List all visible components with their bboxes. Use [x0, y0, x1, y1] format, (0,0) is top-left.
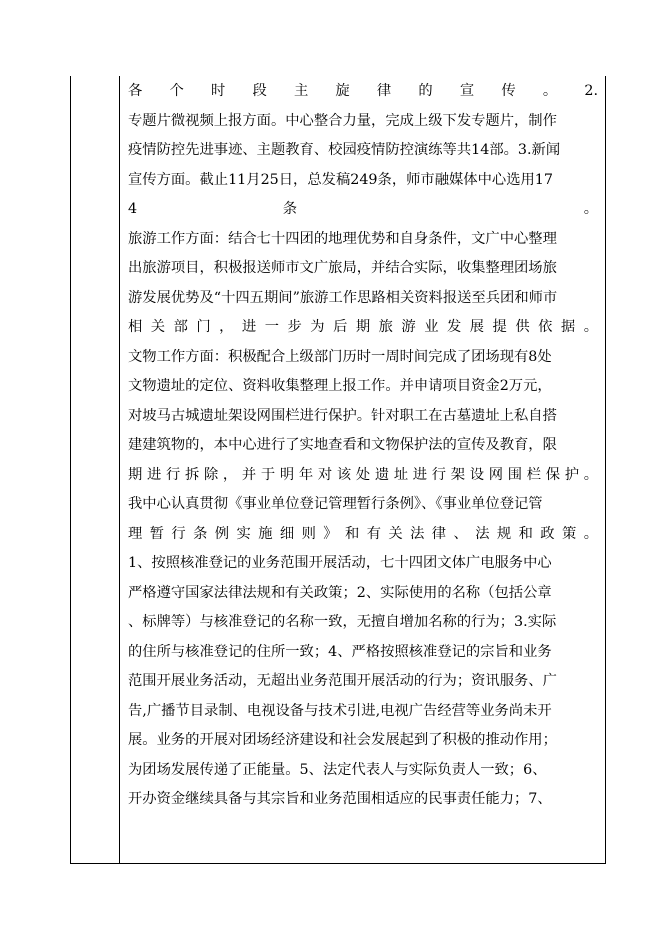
text-line: 我中心认真贯彻《事业单位登记管理暂行条例》、《事业单位登记管: [128, 496, 543, 512]
text-line: 的住所与核准登记的住所一致；4、严格按照核准登记的宗旨和业务: [128, 643, 552, 660]
text-line: 展。业务的开展对团场经济建设和社会发展起到了积极的推动作用；: [128, 732, 557, 748]
text-line: 专题片微视频上报方面。中心整合力量，完成上级下发专题片，制作: [128, 112, 557, 129]
document-body: [128, 77, 598, 815]
text-line: 宣传方面。截止11月25日，总发稿249条，师市融媒体中心选用17: [128, 171, 553, 188]
text-line: 、标牌等）与核准登记的名称一致，无擅自增加名称的行为；3.实际: [128, 614, 557, 630]
column-divider: [119, 76, 120, 863]
text-line: 疫情防控先进事迹、主题教育、校园疫情防控演练等共14部。3.新闻: [128, 142, 561, 158]
text-line: 对坡马古城遗址架设网围栏进行保护。针对职工在古墓遗址上私自搭: [128, 407, 557, 424]
text-line: 1、按照核准登记的业务范围开展活动，七十四团文体广电服务中心: [128, 555, 552, 571]
text-line: 游发展优势及“十四五期间”旅游工作思路相关资料报送至兵团和师市: [128, 289, 558, 306]
text-line: 范围开展业务活动，无超出业务范围开展活动的行为；资讯服务、广: [128, 673, 557, 689]
text-line: 建建筑物的，本中心进行了实地查看和文物保护法的宣传及教育，限: [128, 437, 557, 453]
text-line: 各 个 时 段 主 旋 律 的 宣 传 。 2.: [128, 83, 598, 99]
text-line: 为团场发展传递了正能量。5、法定代表人与实际负责人一致；6、: [128, 761, 547, 778]
text-line: 开办资金继续具备与其宗旨和业务范围相适应的民事责任能力；7、: [128, 791, 552, 807]
text-line: 文物工作方面：积极配合上级部门历时一周时间完成了团场现有8处: [128, 348, 552, 365]
text-line: 出旅游项目，积极报送师市文广旅局，并结合实际，收集整理团场旅: [128, 260, 557, 276]
text-line: 相 关 部 门 ， 进 一 步 为 后 期 旅 游 业 发 展 提 供 依 据 。: [128, 319, 598, 335]
text-line: 期 进 行 拆 除 ， 并 于 明 年 对 该 处 遗 址 进 行 架 设 网 围 栏 保 护 。: [128, 466, 598, 483]
text-line: 告,广播节目录制、电视设备与技术引进,电视广告经营等业务尚未开: [128, 702, 552, 719]
text-line: 旅游工作方面：结合七十四团的地理优势和自身条件，文广中心整理: [128, 230, 557, 247]
text-line: 文物遗址的定位、资料收集整理上报工作。并申请项目资金2万元，: [128, 378, 552, 394]
text-line: 理 暂 行 条 例 实 施 细 则 》 和 有 关 法 律 、 法 规 和 政 策 。: [128, 525, 598, 542]
text-line: 严格遵守国家法律法规和有关政策；2、实际使用的名称（包括公章: [128, 584, 552, 601]
text-line: 4 条 。: [128, 201, 598, 217]
